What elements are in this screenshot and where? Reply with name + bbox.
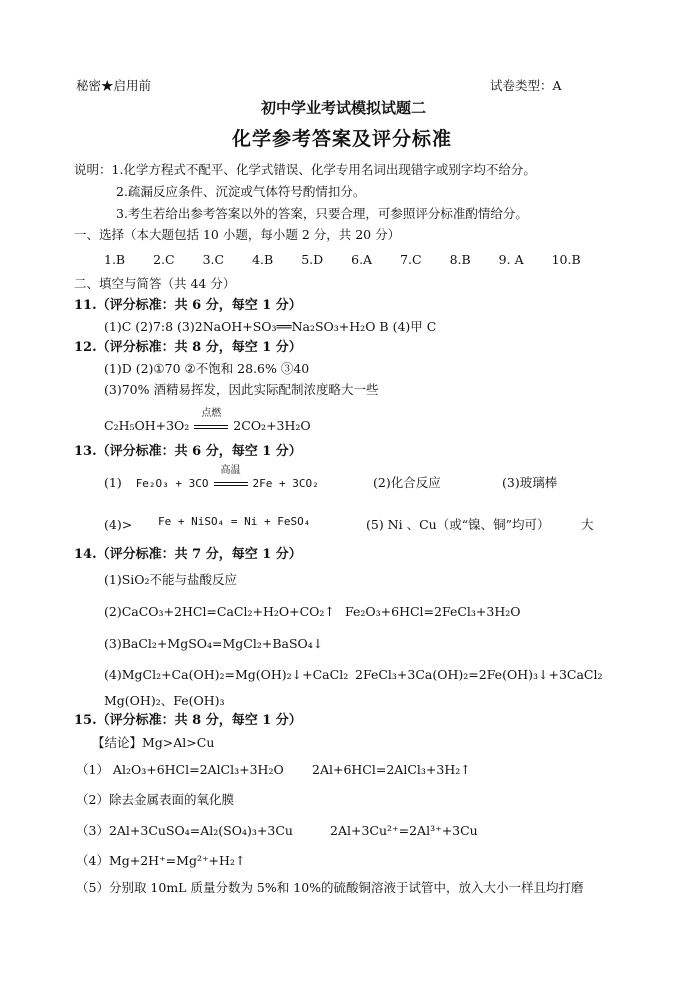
q14-answer-4b: 2FeCl₃+3Ca(OH)₂=2Fe(OH)₃↓+3CaCl₂	[355, 667, 603, 682]
note-2: 2.疏漏反应条件、沉淀或气体符号酌情扣分。	[116, 184, 366, 199]
mc-answer-10: 10.B	[551, 252, 581, 267]
q12-equation	[104, 408, 311, 434]
q12-eq-reactants: C₂H₅OH+3O₂	[104, 418, 190, 433]
mc-answer-row	[104, 252, 581, 268]
q12-answers-line1: (1)D (2)①70 ②不饱和 28.6% ③40	[104, 361, 310, 376]
q15-heading: 15.（评分标准：共 8 分，每空 1 分）	[74, 713, 302, 728]
q14-answer-5: Mg(OH)₂、Fe(OH)₃	[104, 693, 225, 708]
part1-heading: 一、选择（本大题包括 10 小题，每小题 2 分，共 20 分）	[74, 227, 401, 242]
part2-heading: 二、填空与简答（共 44 分）	[74, 276, 236, 291]
q14-answer-4a: (4)MgCl₂+Ca(OH)₂=Mg(OH)₂↓+CaCl₂	[104, 667, 349, 682]
q15-conclusion: 【结论】Mg>Al>Cu	[92, 735, 215, 750]
mc-answer-2: 2.C	[153, 252, 175, 267]
q13-answer-3: (3)玻璃棒	[502, 475, 558, 490]
mc-answer-4: 4.B	[252, 252, 274, 267]
paper-type-label: 试卷类型：A	[490, 78, 562, 93]
q15-answer-2: （2）除去金属表面的氧化膜	[76, 792, 234, 807]
q11-answers: (1)C (2)7:8 (3)2NaOH+SO₃══Na₂SO₃+H₂O B (4)甲 C	[104, 319, 437, 334]
q13-heading: 13.（评分标准：共 6 分，每空 1 分）	[74, 444, 302, 459]
q14-answer-2a: (2)CaCO₃+2HCl=CaCl₂+H₂O+CO₂↑	[104, 604, 335, 619]
mc-answer-9: 9. A	[498, 252, 524, 267]
mc-answer-7: 7.C	[400, 252, 422, 267]
q13-eq2: Fe + NiSO₄ = Ni + FeSO₄	[158, 515, 311, 528]
q13-label-1: (1)	[104, 475, 122, 490]
q13-label-4: (4)>	[104, 517, 133, 532]
q12-eq-condition-text: 点燃	[201, 408, 222, 419]
q15-answer-1a: （1） Al₂O₃+6HCl=2AlCl₃+3H₂O	[76, 762, 284, 777]
q12-eq-products: 2CO₂+3H₂O	[233, 418, 311, 433]
mc-answer-5: 5.D	[301, 252, 324, 267]
confidential-label: 秘密★启用前	[76, 78, 152, 93]
q14-answer-1: (1)SiO₂不能与盐酸反应	[104, 572, 238, 587]
q13-eq1-reactants: Fe₂O₃ + 3CO	[135, 477, 209, 490]
q13-eq1-condition-text: 高温	[220, 465, 241, 476]
exam-title: 初中学业考试模拟试题二	[261, 99, 427, 117]
q15-answer-5: （5）分别取 10mL 质量分数为 5%和 10%的硫酸铜溶液于试管中，放入大小一样且均打磨	[76, 880, 584, 895]
note-1: 说明：1.化学方程式不配平、化学式错误、化学专用名词出现错字或别字均不给分。	[74, 162, 536, 177]
q15-answer-1b: 2Al+6HCl=2AlCl₃+3H₂↑	[312, 762, 471, 777]
q13-line1	[104, 465, 319, 492]
q12-answers-line2: (3)70% 酒精易挥发，因此实际配制浓度略大一些	[104, 382, 379, 397]
q15-answer-3a: （3）2Al+3CuSO₄=Al₂(SO₄)₃+3Cu	[76, 823, 293, 838]
page-title: 化学参考答案及评分标准	[232, 128, 453, 150]
q13-eq1-condition	[214, 465, 248, 491]
q14-heading: 14.（评分标准：共 7 分，每空 1 分）	[74, 547, 302, 562]
q12-heading: 12.（评分标准：共 8 分，每空 1 分）	[74, 340, 302, 355]
q13-answer-5: (5) Ni 、Cu（或“镍、铜”均可）	[366, 517, 550, 532]
q13-answer-6: 大	[581, 517, 594, 532]
note-3: 3.考生若给出参考答案以外的答案，只要合理，可参照评分标准酌情给分。	[116, 206, 528, 221]
q13-answer-2: (2)化合反应	[373, 475, 441, 490]
q15-answer-4: （4）Mg+2H⁺=Mg²⁺+H₂↑	[76, 853, 246, 868]
mc-answer-6: 6.A	[351, 252, 373, 267]
mc-answer-8: 8.B	[449, 252, 471, 267]
q11-heading: 11.（评分标准：共 6 分，每空 1 分）	[74, 298, 302, 313]
mc-answer-3: 3.C	[202, 252, 225, 267]
mc-answer-1: 1.B	[104, 252, 126, 267]
q13-eq1-products: 2Fe + 3CO₂	[252, 477, 319, 490]
q15-answer-3b: 2Al+3Cu²⁺=2Al³⁺+3Cu	[330, 823, 478, 838]
q14-answer-2b: Fe₂O₃+6HCl=2FeCl₃+3H₂O	[345, 604, 521, 619]
q12-eq-condition	[194, 408, 228, 434]
q14-answer-3: (3)BaCl₂+MgSO₄=MgCl₂+BaSO₄↓	[104, 636, 324, 651]
